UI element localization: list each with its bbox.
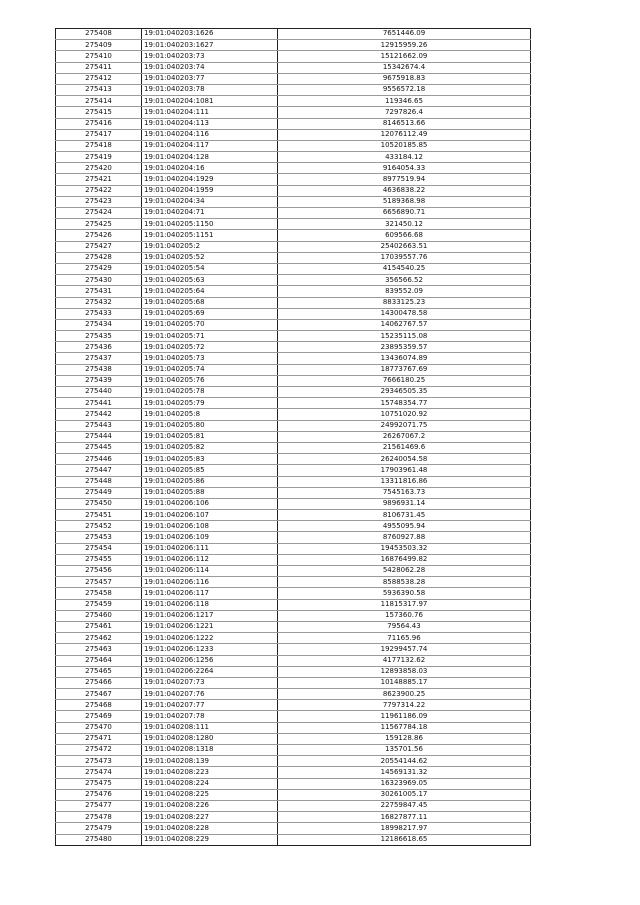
table-row bbox=[56, 275, 531, 286]
table-row bbox=[56, 185, 531, 196]
table-row bbox=[56, 62, 531, 73]
table-row bbox=[56, 40, 531, 51]
cadastral-value-cell: 30261005.17 bbox=[278, 789, 531, 800]
row-number-cell: 275442 bbox=[56, 409, 142, 420]
cadastral-value-cell: 9896931.14 bbox=[278, 498, 531, 509]
cadastral-number-cell: 19:01:040205:1151 bbox=[142, 230, 278, 241]
cadastral-number-cell: 19:01:040205:74 bbox=[142, 364, 278, 375]
row-number-cell: 275444 bbox=[56, 431, 142, 442]
table-row bbox=[56, 442, 531, 453]
cadastral-number-cell: 19:01:040206:116 bbox=[142, 577, 278, 588]
table-row bbox=[56, 73, 531, 84]
cadastral-number-cell: 19:01:040205:68 bbox=[142, 297, 278, 308]
cadastral-value-cell: 17039557.76 bbox=[278, 252, 531, 263]
cadastral-value-cell: 8833125.23 bbox=[278, 297, 531, 308]
row-number-cell: 275469 bbox=[56, 711, 142, 722]
cadastral-number-cell: 19:01:040205:72 bbox=[142, 342, 278, 353]
cadastral-number-cell: 19:01:040205:64 bbox=[142, 286, 278, 297]
cadastral-value-cell: 9675918.83 bbox=[278, 73, 531, 84]
cadastral-value-cell: 15235115.08 bbox=[278, 331, 531, 342]
cadastral-number-cell: 19:01:040208:228 bbox=[142, 823, 278, 834]
cadastral-value-cell: 7651446.09 bbox=[278, 29, 531, 40]
cadastral-number-cell: 19:01:040206:1233 bbox=[142, 644, 278, 655]
row-number-cell: 275430 bbox=[56, 275, 142, 286]
cadastral-value-cell: 14569131.32 bbox=[278, 767, 531, 778]
cadastral-value-cell: 8588538.28 bbox=[278, 577, 531, 588]
row-number-cell: 275431 bbox=[56, 286, 142, 297]
row-number-cell: 275428 bbox=[56, 252, 142, 263]
cadastral-number-cell: 19:01:040205:71 bbox=[142, 331, 278, 342]
row-number-cell: 275474 bbox=[56, 767, 142, 778]
row-number-cell: 275432 bbox=[56, 297, 142, 308]
row-number-cell: 275409 bbox=[56, 40, 142, 51]
cadastral-number-cell: 19:01:040206:2264 bbox=[142, 666, 278, 677]
cadastral-number-cell: 19:01:040205:70 bbox=[142, 319, 278, 330]
cadastral-number-cell: 19:01:040208:1318 bbox=[142, 745, 278, 756]
cadastral-value-cell: 21561469.6 bbox=[278, 442, 531, 453]
cadastral-number-cell: 19:01:040205:82 bbox=[142, 442, 278, 453]
table-row bbox=[56, 800, 531, 811]
table-row bbox=[56, 319, 531, 330]
cadastral-number-cell: 19:01:040205:63 bbox=[142, 275, 278, 286]
table-row bbox=[56, 599, 531, 610]
cadastral-value-cell: 25402663.51 bbox=[278, 241, 531, 252]
row-number-cell: 275465 bbox=[56, 666, 142, 677]
cadastral-value-cell: 20554144.62 bbox=[278, 756, 531, 767]
cadastral-value-cell: 8977519.94 bbox=[278, 174, 531, 185]
cadastral-number-cell: 19:01:040206:1256 bbox=[142, 655, 278, 666]
cadastral-number-cell: 19:01:040204:113 bbox=[142, 118, 278, 129]
row-number-cell: 275458 bbox=[56, 588, 142, 599]
row-number-cell: 275410 bbox=[56, 51, 142, 62]
table-row bbox=[56, 286, 531, 297]
table-row bbox=[56, 342, 531, 353]
table-row bbox=[56, 733, 531, 744]
row-number-cell: 275470 bbox=[56, 722, 142, 733]
cadastral-value-cell: 5189368.98 bbox=[278, 196, 531, 207]
table-row bbox=[56, 308, 531, 319]
table-row bbox=[56, 498, 531, 509]
cadastral-value-cell: 11815317.97 bbox=[278, 599, 531, 610]
cadastral-value-cell: 13311816.86 bbox=[278, 476, 531, 487]
cadastral-value-cell: 9556572.18 bbox=[278, 84, 531, 95]
table-row bbox=[56, 700, 531, 711]
cadastral-number-cell: 19:01:040203:77 bbox=[142, 73, 278, 84]
cadastral-value-cell: 8760927.88 bbox=[278, 532, 531, 543]
row-number-cell: 275451 bbox=[56, 510, 142, 521]
row-number-cell: 275411 bbox=[56, 62, 142, 73]
cadastral-value-cell: 10520185.85 bbox=[278, 140, 531, 151]
cadastral-number-cell: 19:01:040205:8 bbox=[142, 409, 278, 420]
cadastral-number-cell: 19:01:040203:73 bbox=[142, 51, 278, 62]
table-row bbox=[56, 196, 531, 207]
row-number-cell: 275434 bbox=[56, 319, 142, 330]
cadastral-number-cell: 19:01:040203:78 bbox=[142, 84, 278, 95]
table-row bbox=[56, 174, 531, 185]
table-row bbox=[56, 789, 531, 800]
table-row bbox=[56, 297, 531, 308]
cadastral-number-cell: 19:01:040204:71 bbox=[142, 208, 278, 219]
cadastral-number-cell: 19:01:040208:225 bbox=[142, 789, 278, 800]
row-number-cell: 275453 bbox=[56, 532, 142, 543]
cadastral-value-cell: 609566.68 bbox=[278, 230, 531, 241]
cadastral-number-cell: 19:01:040206:107 bbox=[142, 510, 278, 521]
row-number-cell: 275471 bbox=[56, 733, 142, 744]
cadastral-number-cell: 19:01:040204:1929 bbox=[142, 174, 278, 185]
table-row bbox=[56, 487, 531, 498]
cadastral-value-cell: 29346505.35 bbox=[278, 387, 531, 398]
row-number-cell: 275463 bbox=[56, 644, 142, 655]
table-row bbox=[56, 554, 531, 565]
cadastral-value-cell: 7666180.25 bbox=[278, 375, 531, 386]
table-row bbox=[56, 823, 531, 834]
row-number-cell: 275424 bbox=[56, 208, 142, 219]
row-number-cell: 275446 bbox=[56, 454, 142, 465]
row-number-cell: 275477 bbox=[56, 800, 142, 811]
table-row bbox=[56, 230, 531, 241]
row-number-cell: 275423 bbox=[56, 196, 142, 207]
cadastral-number-cell: 19:01:040205:1150 bbox=[142, 219, 278, 230]
cadastral-value-cell: 9164054.33 bbox=[278, 163, 531, 174]
cadastral-number-cell: 19:01:040208:139 bbox=[142, 756, 278, 767]
cadastral-value-cell: 12076112.49 bbox=[278, 129, 531, 140]
row-number-cell: 275422 bbox=[56, 185, 142, 196]
cadastral-number-cell: 19:01:040208:111 bbox=[142, 722, 278, 733]
table-row bbox=[56, 588, 531, 599]
cadastral-number-cell: 19:01:040205:86 bbox=[142, 476, 278, 487]
table-row bbox=[56, 476, 531, 487]
row-number-cell: 275412 bbox=[56, 73, 142, 84]
cadastral-number-cell: 19:01:040204:116 bbox=[142, 129, 278, 140]
row-number-cell: 275416 bbox=[56, 118, 142, 129]
cadastral-value-cell: 16323969.05 bbox=[278, 778, 531, 789]
cadastral-value-cell: 839552.09 bbox=[278, 286, 531, 297]
table-row bbox=[56, 621, 531, 632]
table-row bbox=[56, 543, 531, 554]
row-number-cell: 275448 bbox=[56, 476, 142, 487]
row-number-cell: 275435 bbox=[56, 331, 142, 342]
row-number-cell: 275449 bbox=[56, 487, 142, 498]
table-row bbox=[56, 107, 531, 118]
table-row bbox=[56, 409, 531, 420]
cadastral-number-cell: 19:01:040205:54 bbox=[142, 263, 278, 274]
cadastral-number-cell: 19:01:040203:1627 bbox=[142, 40, 278, 51]
cadastral-value-cell: 14300478.58 bbox=[278, 308, 531, 319]
cadastral-value-cell: 79564.43 bbox=[278, 621, 531, 632]
row-number-cell: 275452 bbox=[56, 521, 142, 532]
row-number-cell: 275438 bbox=[56, 364, 142, 375]
cadastral-value-table bbox=[55, 28, 531, 846]
table-row bbox=[56, 29, 531, 40]
table-row bbox=[56, 331, 531, 342]
table-row bbox=[56, 633, 531, 644]
cadastral-value-cell: 4636838.22 bbox=[278, 185, 531, 196]
table-row bbox=[56, 510, 531, 521]
cadastral-value-cell: 19299457.74 bbox=[278, 644, 531, 655]
cadastral-number-cell: 19:01:040206:108 bbox=[142, 521, 278, 532]
cadastral-number-cell: 19:01:040207:78 bbox=[142, 711, 278, 722]
cadastral-number-cell: 19:01:040203:74 bbox=[142, 62, 278, 73]
cadastral-value-cell: 433184.12 bbox=[278, 152, 531, 163]
cadastral-number-cell: 19:01:040206:1217 bbox=[142, 610, 278, 621]
cadastral-number-cell: 19:01:040206:109 bbox=[142, 532, 278, 543]
cadastral-value-cell: 135701.56 bbox=[278, 745, 531, 756]
table-row bbox=[56, 263, 531, 274]
cadastral-number-cell: 19:01:040208:224 bbox=[142, 778, 278, 789]
cadastral-number-cell: 19:01:040205:78 bbox=[142, 387, 278, 398]
row-number-cell: 275433 bbox=[56, 308, 142, 319]
cadastral-value-cell: 10751020.92 bbox=[278, 409, 531, 420]
table-row bbox=[56, 566, 531, 577]
row-number-cell: 275456 bbox=[56, 566, 142, 577]
cadastral-number-cell: 19:01:040208:226 bbox=[142, 800, 278, 811]
row-number-cell: 275462 bbox=[56, 633, 142, 644]
table-row bbox=[56, 745, 531, 756]
cadastral-number-cell: 19:01:040208:223 bbox=[142, 767, 278, 778]
cadastral-value-cell: 26267067.2 bbox=[278, 431, 531, 442]
row-number-cell: 275455 bbox=[56, 554, 142, 565]
table-row bbox=[56, 387, 531, 398]
cadastral-value-cell: 24992071.75 bbox=[278, 420, 531, 431]
cadastral-value-cell: 4955095.94 bbox=[278, 521, 531, 532]
cadastral-number-cell: 19:01:040203:1626 bbox=[142, 29, 278, 40]
cadastral-value-cell: 18998217.97 bbox=[278, 823, 531, 834]
cadastral-number-cell: 19:01:040208:1280 bbox=[142, 733, 278, 744]
cadastral-value-cell: 8623900.25 bbox=[278, 689, 531, 700]
cadastral-value-cell: 8146513.66 bbox=[278, 118, 531, 129]
table-row bbox=[56, 398, 531, 409]
table-row bbox=[56, 689, 531, 700]
cadastral-value-cell: 11567784.18 bbox=[278, 722, 531, 733]
table-row bbox=[56, 420, 531, 431]
cadastral-number-cell: 19:01:040208:229 bbox=[142, 834, 278, 845]
row-number-cell: 275419 bbox=[56, 152, 142, 163]
cadastral-number-cell: 19:01:040205:85 bbox=[142, 465, 278, 476]
table-row bbox=[56, 208, 531, 219]
table-row bbox=[56, 252, 531, 263]
row-number-cell: 275457 bbox=[56, 577, 142, 588]
cadastral-value-cell: 71165.96 bbox=[278, 633, 531, 644]
cadastral-number-cell: 19:01:040204:111 bbox=[142, 107, 278, 118]
cadastral-number-cell: 19:01:040204:128 bbox=[142, 152, 278, 163]
table-row bbox=[56, 577, 531, 588]
table-row bbox=[56, 375, 531, 386]
table-row bbox=[56, 129, 531, 140]
table-row bbox=[56, 722, 531, 733]
cadastral-number-cell: 19:01:040205:2 bbox=[142, 241, 278, 252]
cadastral-value-cell: 17903961.48 bbox=[278, 465, 531, 476]
row-number-cell: 275466 bbox=[56, 677, 142, 688]
table-row bbox=[56, 241, 531, 252]
cadastral-value-cell: 7545163.73 bbox=[278, 487, 531, 498]
cadastral-value-cell: 10148885.17 bbox=[278, 677, 531, 688]
cadastral-number-cell: 19:01:040206:1221 bbox=[142, 621, 278, 632]
row-number-cell: 275414 bbox=[56, 96, 142, 107]
table-row bbox=[56, 364, 531, 375]
row-number-cell: 275478 bbox=[56, 812, 142, 823]
row-number-cell: 275408 bbox=[56, 29, 142, 40]
cadastral-value-cell: 159128.86 bbox=[278, 733, 531, 744]
cadastral-number-cell: 19:01:040206:117 bbox=[142, 588, 278, 599]
row-number-cell: 275472 bbox=[56, 745, 142, 756]
cadastral-value-cell: 23895359.57 bbox=[278, 342, 531, 353]
row-number-cell: 275468 bbox=[56, 700, 142, 711]
row-number-cell: 275467 bbox=[56, 689, 142, 700]
cadastral-number-cell: 19:01:040204:117 bbox=[142, 140, 278, 151]
cadastral-value-cell: 8106731.45 bbox=[278, 510, 531, 521]
row-number-cell: 275418 bbox=[56, 140, 142, 151]
row-number-cell: 275480 bbox=[56, 834, 142, 845]
cadastral-value-cell: 157360.76 bbox=[278, 610, 531, 621]
cadastral-number-cell: 19:01:040204:16 bbox=[142, 163, 278, 174]
table-row bbox=[56, 767, 531, 778]
table-row bbox=[56, 677, 531, 688]
cadastral-number-cell: 19:01:040206:112 bbox=[142, 554, 278, 565]
row-number-cell: 275440 bbox=[56, 387, 142, 398]
row-number-cell: 275413 bbox=[56, 84, 142, 95]
table-row bbox=[56, 118, 531, 129]
cadastral-value-cell: 26240054.58 bbox=[278, 454, 531, 465]
cadastral-number-cell: 19:01:040205:73 bbox=[142, 353, 278, 364]
row-number-cell: 275447 bbox=[56, 465, 142, 476]
cadastral-value-cell: 19453503.32 bbox=[278, 543, 531, 554]
cadastral-value-cell: 4154540.25 bbox=[278, 263, 531, 274]
cadastral-number-cell: 19:01:040207:77 bbox=[142, 700, 278, 711]
cadastral-number-cell: 19:01:040205:52 bbox=[142, 252, 278, 263]
table-row bbox=[56, 431, 531, 442]
table-row bbox=[56, 152, 531, 163]
cadastral-number-cell: 19:01:040206:114 bbox=[142, 566, 278, 577]
row-number-cell: 275421 bbox=[56, 174, 142, 185]
cadastral-value-cell: 12186618.65 bbox=[278, 834, 531, 845]
row-number-cell: 275459 bbox=[56, 599, 142, 610]
table-row bbox=[56, 465, 531, 476]
row-number-cell: 275479 bbox=[56, 823, 142, 834]
row-number-cell: 275441 bbox=[56, 398, 142, 409]
cadastral-value-cell: 16827877.11 bbox=[278, 812, 531, 823]
table-row bbox=[56, 532, 531, 543]
table-row bbox=[56, 711, 531, 722]
cadastral-number-cell: 19:01:040205:80 bbox=[142, 420, 278, 431]
cadastral-number-cell: 19:01:040206:1222 bbox=[142, 633, 278, 644]
row-number-cell: 275420 bbox=[56, 163, 142, 174]
row-number-cell: 275426 bbox=[56, 230, 142, 241]
table-row bbox=[56, 353, 531, 364]
row-number-cell: 275443 bbox=[56, 420, 142, 431]
table-row bbox=[56, 84, 531, 95]
cadastral-number-cell: 19:01:040206:118 bbox=[142, 599, 278, 610]
cadastral-value-cell: 15121662.09 bbox=[278, 51, 531, 62]
cadastral-value-cell: 18773767.69 bbox=[278, 364, 531, 375]
cadastral-value-cell: 6656890.71 bbox=[278, 208, 531, 219]
row-number-cell: 275445 bbox=[56, 442, 142, 453]
table-row bbox=[56, 51, 531, 62]
cadastral-value-cell: 5428062.28 bbox=[278, 566, 531, 577]
cadastral-value-cell: 11961186.09 bbox=[278, 711, 531, 722]
cadastral-number-cell: 19:01:040205:79 bbox=[142, 398, 278, 409]
cadastral-number-cell: 19:01:040204:1959 bbox=[142, 185, 278, 196]
table-row bbox=[56, 644, 531, 655]
cadastral-value-cell: 7297826.4 bbox=[278, 107, 531, 118]
row-number-cell: 275461 bbox=[56, 621, 142, 632]
cadastral-value-cell: 12893858.03 bbox=[278, 666, 531, 677]
row-number-cell: 275415 bbox=[56, 107, 142, 118]
cadastral-number-cell: 19:01:040205:76 bbox=[142, 375, 278, 386]
table-row bbox=[56, 163, 531, 174]
row-number-cell: 275439 bbox=[56, 375, 142, 386]
table-row bbox=[56, 219, 531, 230]
cadastral-value-cell: 15748354.77 bbox=[278, 398, 531, 409]
cadastral-number-cell: 19:01:040205:81 bbox=[142, 431, 278, 442]
row-number-cell: 275437 bbox=[56, 353, 142, 364]
cadastral-number-cell: 19:01:040206:111 bbox=[142, 543, 278, 554]
table-row bbox=[56, 521, 531, 532]
table-row bbox=[56, 666, 531, 677]
cadastral-number-cell: 19:01:040204:1081 bbox=[142, 96, 278, 107]
cadastral-value-cell: 13436074.89 bbox=[278, 353, 531, 364]
cadastral-number-cell: 19:01:040207:73 bbox=[142, 677, 278, 688]
cadastral-value-cell: 321450.12 bbox=[278, 219, 531, 230]
cadastral-value-cell: 14062767.57 bbox=[278, 319, 531, 330]
row-number-cell: 275436 bbox=[56, 342, 142, 353]
row-number-cell: 275460 bbox=[56, 610, 142, 621]
cadastral-value-cell: 119346.65 bbox=[278, 96, 531, 107]
cadastral-value-cell: 5936390.58 bbox=[278, 588, 531, 599]
row-number-cell: 275417 bbox=[56, 129, 142, 140]
table-row bbox=[56, 140, 531, 151]
row-number-cell: 275429 bbox=[56, 263, 142, 274]
cadastral-value-cell: 16876499.82 bbox=[278, 554, 531, 565]
row-number-cell: 275454 bbox=[56, 543, 142, 554]
row-number-cell: 275473 bbox=[56, 756, 142, 767]
cadastral-value-cell: 4177132.62 bbox=[278, 655, 531, 666]
cadastral-number-cell: 19:01:040206:106 bbox=[142, 498, 278, 509]
table-row bbox=[56, 834, 531, 845]
row-number-cell: 275450 bbox=[56, 498, 142, 509]
cadastral-number-cell: 19:01:040204:34 bbox=[142, 196, 278, 207]
table-row bbox=[56, 756, 531, 767]
row-number-cell: 275427 bbox=[56, 241, 142, 252]
table-row bbox=[56, 778, 531, 789]
table-row bbox=[56, 454, 531, 465]
row-number-cell: 275425 bbox=[56, 219, 142, 230]
cadastral-value-cell: 7797314.22 bbox=[278, 700, 531, 711]
table-row bbox=[56, 610, 531, 621]
row-number-cell: 275464 bbox=[56, 655, 142, 666]
cadastral-value-cell: 356566.52 bbox=[278, 275, 531, 286]
cadastral-number-cell: 19:01:040205:88 bbox=[142, 487, 278, 498]
cadastral-number-cell: 19:01:040207:76 bbox=[142, 689, 278, 700]
table-row bbox=[56, 812, 531, 823]
table-row bbox=[56, 96, 531, 107]
table-row bbox=[56, 655, 531, 666]
cadastral-value-cell: 22759847.45 bbox=[278, 800, 531, 811]
table-body bbox=[56, 29, 531, 846]
cadastral-value-cell: 15342674.4 bbox=[278, 62, 531, 73]
cadastral-number-cell: 19:01:040205:83 bbox=[142, 454, 278, 465]
cadastral-number-cell: 19:01:040205:69 bbox=[142, 308, 278, 319]
row-number-cell: 275476 bbox=[56, 789, 142, 800]
row-number-cell: 275475 bbox=[56, 778, 142, 789]
cadastral-value-cell: 12915959.26 bbox=[278, 40, 531, 51]
cadastral-number-cell: 19:01:040208:227 bbox=[142, 812, 278, 823]
